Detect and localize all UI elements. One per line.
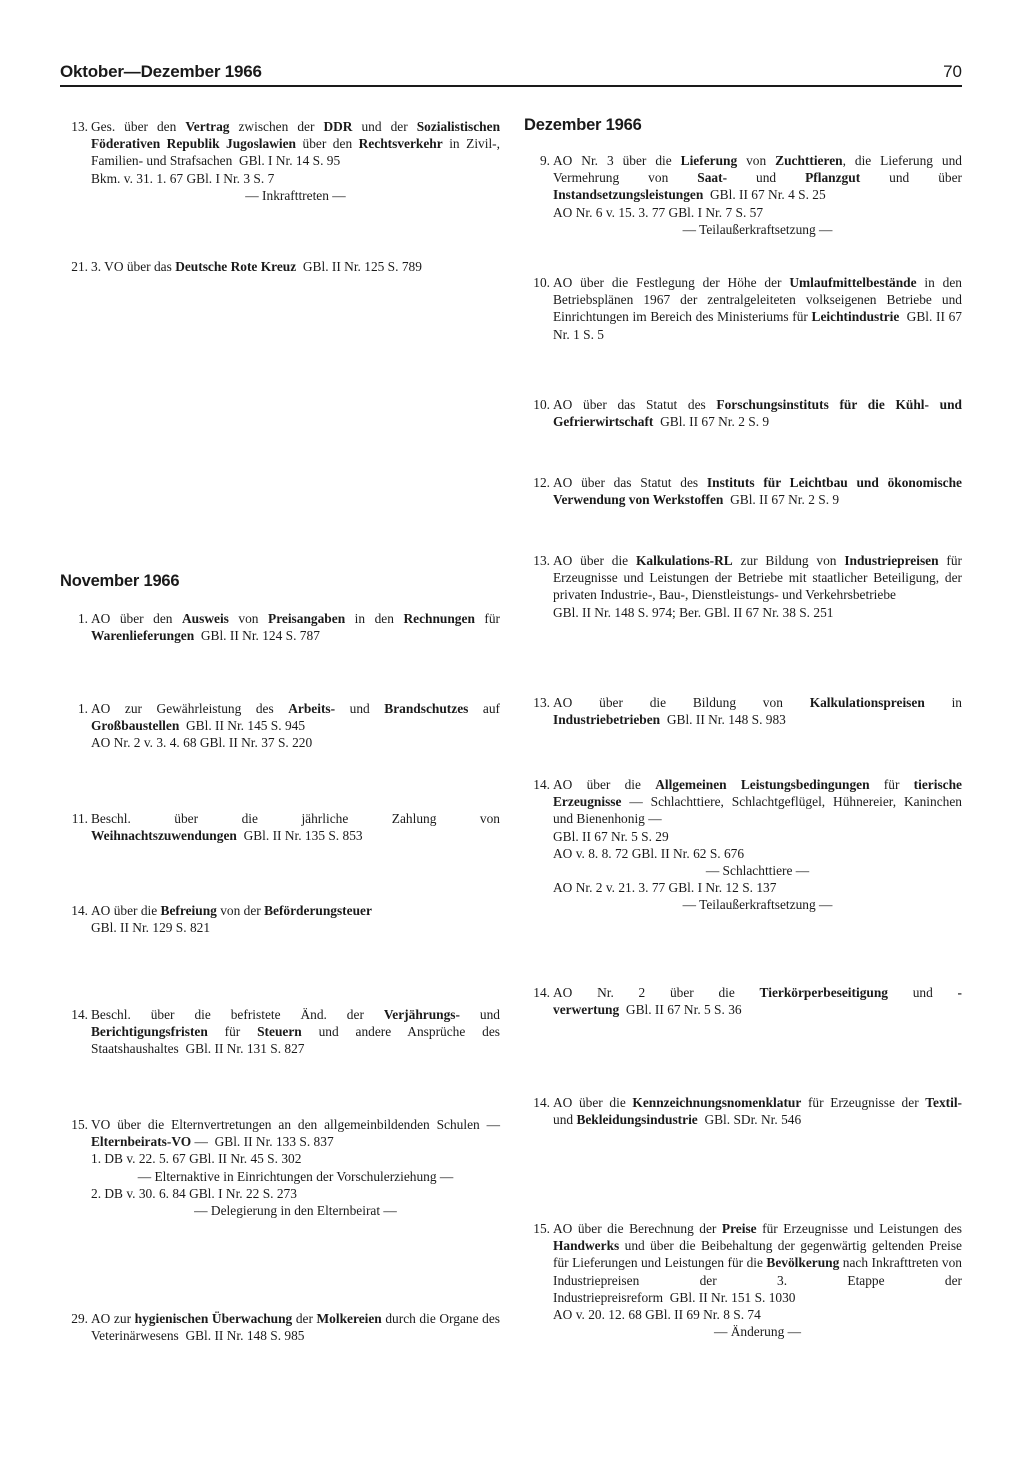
- entry-dec-15: [522, 1220, 962, 1340]
- amendment-note: — Änderung —: [713, 1324, 802, 1340]
- gazette-reference: GBl. II Nr. 148 S. 974; Ber. GBl. II 67 Nr. 38 S. 251: [553, 604, 834, 620]
- amendment-note-2: — Delegierung in den Elternbeirat —: [194, 1203, 397, 1219]
- entry-number: 14.: [71, 903, 88, 918]
- entry-text: AO über das Statut des Forschungsinstituts für die Kühl- und Gefrierwirtschaft GBl. II 67 Nr. 2 S. 9: [553, 397, 962, 430]
- entry-text: AO über die Festlegung der Höhe der Umlaufmittelbestände in den Betriebsplänen 1967 der zentralgeleiteten volkseigenen Betriebe und Einrichtungen im Bereich des Ministeriums für Leichtindustrie GBl. II 67 Nr. 1 S. 5: [553, 275, 962, 342]
- entry-number: 13.: [533, 695, 550, 710]
- entry-number: 13.: [71, 119, 88, 134]
- entry-text: AO über die Kalkulations-RL zur Bildung von Industriepreisen für Erzeugnisse und Leistungen der Betriebe mit staatlicher Beteiligung, der privaten Industrie-, Bau-, Dienstleistungs- und Verkehrsbetriebe GBl. II Nr. 148 S. 974; Ber. GBl. II 67 Nr. 38 S. 251: [553, 553, 962, 620]
- entry-number: 29.: [71, 1311, 88, 1326]
- gazette-reference: GBl. II Nr. 131 S. 827: [185, 1041, 305, 1057]
- amendment-note-2: — Teilaußerkraftsetzung —: [682, 897, 833, 913]
- entry-text: 3. VO über das Deutsche Rote Kreuz GBl. II Nr. 125 S. 789: [91, 259, 422, 274]
- entry-number: 1.: [77, 611, 88, 626]
- amendment-line-2: 2. DB v. 30. 6. 84 GBl. I Nr. 22 S. 273: [91, 1185, 297, 1201]
- entry-text: AO über die Kennzeichnungsnomenklatur für Erzeugnisse der Textil- und Bekleidungsindustrie GBl. SDr. Nr. 546: [553, 1095, 962, 1128]
- gazette-reference: GBl. II 67 Nr. 1 S. 5: [553, 309, 962, 342]
- gazette-reference: GBl. II 67 Nr. 4 S. 25: [710, 187, 826, 203]
- section-heading-december: Dezember 1966: [524, 116, 642, 134]
- gazette-reference: GBl. II Nr. 148 S. 983: [666, 712, 786, 728]
- amendment-line: 1. DB v. 22. 5. 67 GBl. II Nr. 45 S. 302: [91, 1151, 302, 1167]
- amendment-line: AO v. 8. 8. 72 GBl. II Nr. 62 S. 676: [553, 845, 745, 861]
- entry-number: 15.: [533, 1221, 550, 1236]
- gazette-reference: GBl. II 67 Nr. 5 S. 36: [625, 1002, 742, 1018]
- entry-nov-14a: [60, 902, 500, 936]
- entry-dec-10b: [522, 396, 962, 430]
- gazette-reference: GBl. II Nr. 148 S. 985: [185, 1328, 305, 1344]
- amendment-line: Bkm. v. 31. 1. 67 GBl. I Nr. 3 S. 7: [91, 170, 275, 186]
- entry-dec-14b: [522, 984, 962, 1018]
- entry-nov-14b: [60, 1006, 500, 1058]
- amendment-line: AO v. 20. 12. 68 GBl. II 69 Nr. 8 S. 74: [553, 1307, 761, 1323]
- gazette-reference: GBl. II Nr. 135 S. 853: [243, 828, 363, 844]
- entry-dec-9: [522, 152, 962, 238]
- entry-number: 15.: [71, 1117, 88, 1132]
- amendment-note: — Schlachttiere —: [705, 863, 810, 879]
- amendment-line: AO Nr. 6 v. 15. 3. 77 GBl. I Nr. 7 S. 57: [553, 204, 764, 220]
- gazette-reference: GBl. SDr. Nr. 546: [704, 1112, 802, 1128]
- entry-number: 14.: [71, 1007, 88, 1022]
- entry-text: AO Nr. 3 über die Lieferung von Zuchttieren, die Lieferung und Vermehrung von Saat- und Pflanzgut und über Instandsetzungsleistungen GBl. II 67 Nr. 4 S. 25 AO Nr. 6 v. 15. 3. 77 GBl. I Nr. 7 S. 57 — Teilaußerkraftsetzung —: [553, 153, 963, 237]
- gazette-reference: GBl. II Nr. 151 S. 1030: [669, 1289, 796, 1305]
- gazette-reference: GBl. II Nr. 124 S. 787: [200, 628, 320, 644]
- entry-number: 14.: [533, 777, 550, 792]
- entry-number: 13.: [533, 553, 550, 568]
- amendment-line-2: AO Nr. 2 v. 21. 3. 77 GBl. I Nr. 12 S. 137: [553, 880, 777, 896]
- gazette-reference: GBl. II 67 Nr. 5 S. 29: [553, 828, 669, 844]
- entry-oct-13: [60, 118, 500, 204]
- entry-number: 10.: [533, 275, 550, 290]
- entry-text: VO über die Elternvertretungen an den allgemeinbildenden Schulen — Elternbeirats-VO — GBl. II Nr. 133 S. 837 1. DB v. 22. 5. 67 GBl. II Nr. 45 S. 302 — Elternaktive in Einrichtungen der Vorschulerziehung — 2. DB v. 30. 6. 84 GBl. I Nr. 22 S. 273 — Delegierung in den Elternbeirat —: [91, 1117, 500, 1219]
- entry-text: AO über den Ausweis von Preisangaben in den Rechnungen für Warenlieferungen GBl. II Nr. 124 S. 787: [91, 611, 501, 644]
- entry-text: AO über das Statut des Instituts für Leichtbau und ökonomische Verwendung von Werkstoffen GBl. II 67 Nr. 2 S. 9: [553, 475, 962, 508]
- entry-text: AO zur Gewährleistung des Arbeits- und Brandschutzes auf Großbaustellen GBl. II Nr. 145 S. 945 AO Nr. 2 v. 3. 4. 68 GBl. II Nr. 37 S. 220: [91, 701, 500, 751]
- entry-number: 11.: [71, 811, 88, 826]
- entry-dec-10a: [522, 274, 962, 343]
- gazette-reference: GBl. II Nr. 133 S. 837: [214, 1134, 334, 1150]
- entry-number: 21.: [71, 259, 88, 274]
- entry-text: AO über die Berechnung der Preise für Erzeugnisse und Leistungen des Handwerks und über die Beibehaltung der gegenwärtig geltenden Preise für Lieferungen und Leistungen für die Bevölkerung nach Inkrafttreten von Industriepreisen der 3. Etappe der Industriepreisreform GBl. II Nr. 151 S. 1030 AO v. 20. 12. 68 GBl. II 69 Nr. 8 S. 74 — Änderung —: [553, 1221, 963, 1340]
- entry-nov-29: [60, 1310, 500, 1344]
- amendment-note: — Teilaußerkraftsetzung —: [682, 221, 833, 237]
- amendment-line: AO Nr. 2 v. 3. 4. 68 GBl. II Nr. 37 S. 220: [91, 735, 313, 751]
- entry-number: 12.: [533, 475, 550, 490]
- entry-text: AO über die Befreiung von der Beförderungsteuer GBl. II Nr. 129 S. 821: [91, 902, 500, 936]
- entry-text: AO Nr. 2 über die Tierkörperbeseitigung und -verwertung GBl. II 67 Nr. 5 S. 36: [553, 985, 962, 1018]
- amendment-note: — Elternaktive in Einrichtungen der Vorschulerziehung —: [137, 1168, 454, 1184]
- gazette-reference: GBl. II Nr. 125 S. 789: [302, 259, 422, 274]
- gazette-reference: GBl. II 67 Nr. 2 S. 9: [730, 492, 840, 508]
- page-header: [60, 62, 962, 86]
- gazette-reference: GBl. II 67 Nr. 2 S. 9: [660, 414, 770, 430]
- entry-nov-15: [60, 1116, 500, 1219]
- entry-number: 14.: [533, 1095, 550, 1110]
- entry-number: 9.: [539, 153, 550, 168]
- entry-oct-21: [60, 258, 500, 275]
- entry-text: Beschl. über die jährliche Zahlung von Weihnachtszuwendungen GBl. II Nr. 135 S. 853: [91, 811, 500, 844]
- entry-dec-12: [522, 474, 962, 508]
- entry-dec-13a: [522, 552, 962, 621]
- entry-number: 10.: [533, 397, 550, 412]
- entry-dec-13b: [522, 694, 962, 728]
- header-rule: [60, 85, 962, 87]
- gazette-reference: GBl. I Nr. 14 S. 95: [239, 153, 341, 169]
- entry-text: Ges. über den Vertrag zwischen der DDR und der Sozialistischen Föderativen Republik Jugoslawien über den Rechtsverkehr in Zivil-, Familien- und Strafsachen GBl. I Nr. 14 S. 95 Bkm. v. 31. 1. 67 GBl. I Nr. 3 S. 7 — Inkrafttreten —: [91, 119, 501, 203]
- running-title: Oktober—Dezember 1966: [60, 62, 262, 81]
- entry-dec-14c: [522, 1094, 962, 1128]
- entry-nov-11: [60, 810, 500, 844]
- entry-nov-1b: [60, 700, 500, 752]
- entry-number: 14.: [533, 985, 550, 1000]
- entry-text: AO über die Bildung von Kalkulationspreisen in Industriebetrieben GBl. II Nr. 148 S. 983: [553, 695, 962, 728]
- gazette-reference: GBl. II Nr. 145 S. 945: [186, 718, 306, 734]
- entry-text: AO zur hygienischen Überwachung der Molkereien durch die Organe des Veterinärwesens GBl. II Nr. 148 S. 985: [91, 1311, 500, 1344]
- page-number: 70: [943, 62, 962, 81]
- entry-dec-14a: [522, 776, 962, 914]
- entry-text: Beschl. über die befristete Änd. der Verjährungs- und Berichtigungsfristen für Steuern und andere Ansprüche des Staatshaushaltes GBl. II Nr. 131 S. 827: [91, 1007, 501, 1057]
- entry-number: 1.: [77, 701, 88, 716]
- section-heading-november: November 1966: [60, 572, 180, 590]
- entry-text: AO über die Allgemeinen Leistungsbedingungen für tierische Erzeugnisse — Schlachttiere, Schlachtgeflügel, Hühnereier, Kaninchen und Bienenhonig — GBl. II 67 Nr. 5 S. 29 AO v. 8. 8. 72 GBl. II Nr. 62 S. 676 — Schlachttiere — AO Nr. 2 v. 21. 3. 77 GBl. I Nr. 12 S. 137 — Teilaußerkraftsetzung —: [553, 777, 962, 913]
- gazette-reference: GBl. II Nr. 129 S. 821: [91, 920, 211, 936]
- entry-nov-1a: [60, 610, 500, 644]
- amendment-note: — Inkrafttreten —: [245, 187, 346, 203]
